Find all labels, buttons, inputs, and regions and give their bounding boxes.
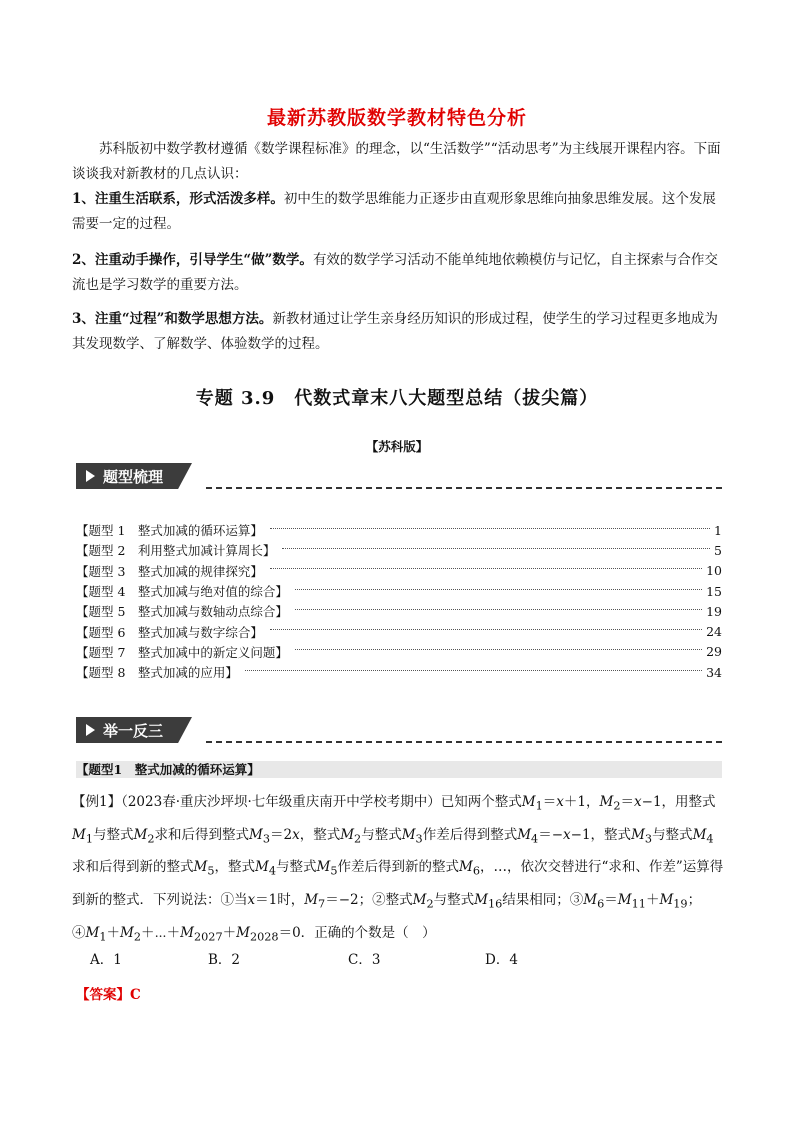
toc-item[interactable]: 【题型 5 整式加减与数轴动点综合】 19 (76, 603, 722, 620)
choice-a[interactable]: A．1 (90, 952, 122, 968)
point-2-text: 有效的数学学习活动不能单纯地依赖模仿与记忆，自主探索与合作交流也是学习数学的重要方法。 (72, 252, 718, 293)
example-source: （2023春·重庆沙坪坝·七年级重庆南开中学校考期中）已知两个整式 (121, 794, 522, 810)
point-3-text: 新教材通过让学生亲身经历知识的形成过程，使学生的学习过程更多地成为其发现数学、了解数学、体验数学的过程。 (72, 311, 718, 352)
example-question: 【例1】（2023春·重庆沙坪坝·七年级重庆南开中学校考期中）已知两个整式$M_1=x+1$，$M_2=x-1$，用整式$M_1$与整式$M_2$求和后得到整式$M_3=2x$，整式$M_2$与整式$M_3$作差后得到整式$M_4=-x-1$，整式$M_3$与整式$M_4$求和后得到新的整式$M_5$，整式$M_4$与整式$M_5$作差后得到新的整式$M_6$，…，依次交替进行“求和、作差”运算得到新的整式．下列说法：①当x＝1时，$M_7=-2$；②整式$M_2$与整式$M_{16}$结果相同；$③M_6=M_{11}+M_{19}$；$④M_1+M_2+\cdots+M_{2027}+M_{2028}=0$．正确的个数是（ ） (72, 794, 724, 944)
example-question-end: 正确的个数是（ ） (314, 924, 436, 941)
topic-title: 专题 3.9 代数式章末八大题型总结（拔尖篇） (195, 388, 599, 409)
section-banner-outline (76, 463, 206, 489)
choice-d[interactable]: D．4 (485, 952, 518, 968)
divider (206, 487, 722, 489)
point-2 (72, 248, 724, 298)
answer-line (76, 983, 141, 1003)
point-1-heading: 1、注重生活联系，形式活泼多样。 (72, 191, 284, 207)
point-2-heading: 2、注重动手操作，引导学生“做”数学。 (72, 252, 313, 268)
point-3-heading: 3、注重“过程”和数学思想方法。 (72, 311, 273, 327)
edition-label: 【苏科版】 (365, 439, 429, 454)
toc-item[interactable]: 【题型 8 整式加减的应用】 34 (76, 664, 722, 681)
point-3 (72, 307, 724, 357)
table-of-contents (76, 520, 722, 682)
intro-paragraph: 苏科版初中数学教材遵循《数学课程标准》的理念，以“生活数学”“活动思考”为主线展开课程内容。下面谈谈我对新教材的几点认识： (72, 141, 721, 182)
banner-title: 举一反三 (103, 722, 164, 740)
toc-item[interactable]: 【题型 7 整式加减中的新定义问题】 29 (76, 644, 722, 660)
play-icon (86, 470, 95, 482)
section-banner-practice (76, 717, 206, 743)
answer-value: C (130, 987, 141, 1003)
point-1 (72, 187, 724, 237)
document-title: 最新苏教版数学教材特色分析 (266, 107, 527, 129)
toc-item[interactable]: 【题型 2 利用整式加减计算周长】 5 (76, 542, 722, 559)
answer-choices (90, 948, 690, 970)
point-1-text: 初中生的数学思维能力正逐步由直观形象思维向抽象思维发展。这个发展需要一定的过程。 (72, 191, 716, 232)
divider (206, 741, 722, 743)
toc-item[interactable]: 【题型 4 整式加减与绝对值的综合】 15 (76, 583, 722, 600)
question-type-heading: 【题型1 整式加减的循环运算】 (76, 761, 722, 778)
toc-item[interactable]: 【题型 6 整式加减与数字综合】 24 (76, 624, 722, 640)
example-label: 【例1】 (72, 794, 122, 810)
toc-item[interactable]: 【题型 1 整式加减的循环运算】 1 (76, 522, 722, 539)
answer-label: 【答案】 (76, 987, 130, 1003)
choice-b[interactable]: B．2 (208, 952, 241, 968)
banner-title: 题型梳理 (103, 468, 164, 486)
choice-c[interactable]: C．3 (348, 952, 381, 968)
play-icon (86, 724, 95, 736)
toc-item[interactable]: 【题型 3 整式加减的规律探究】 10 (76, 563, 722, 579)
